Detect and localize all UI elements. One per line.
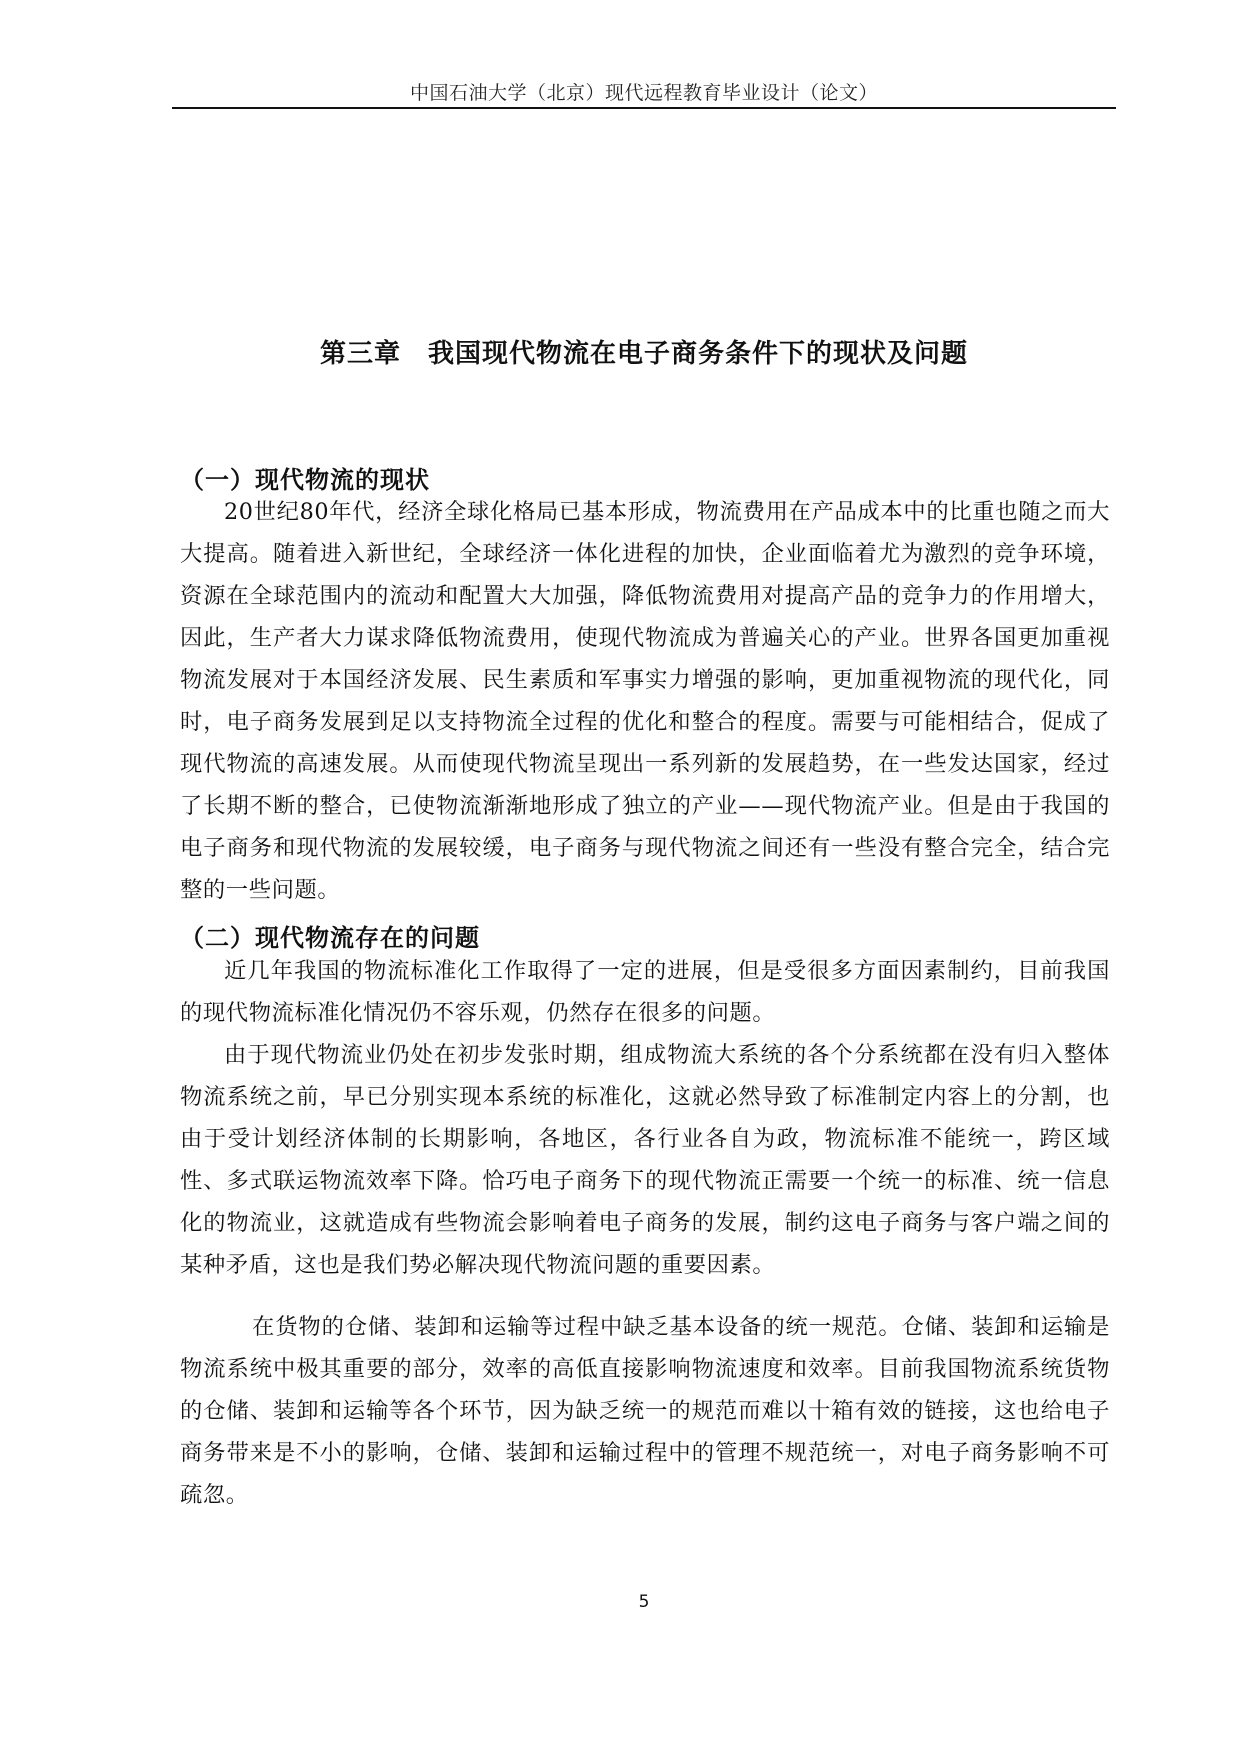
paragraph-problems-standardization: 由于现代物流业仍处在初步发张时期，组成物流大系统的各个分系统都在没有归入整体物流系统之前，早已分别实现本系统的标准化，这就必然导致了标准制定内容上的分割，也由于受计划经济体制的长期影响，各地区，各行业各自为政，物流标准不能统一，跨区域性、多式联运物流效率下降。恰巧电子商务下的现代物流正需要一个统一的标准、统一信息化的物流业，这就造成有些物流会影响着电子商务的发展，制约这电子商务与客户端之间的某种矛盾，这也是我们势必解决现代物流问题的重要因素。: [180, 1042, 1110, 1278]
paragraph-problems-equipment: 在货物的仓储、装卸和运输等过程中缺乏基本设备的统一规范。仓储、装卸和运输是物流系统中极其重要的部分，效率的高低直接影响物流速度和效率。目前我国物流系统货物的仓储、装卸和运输等各个环节，因为缺乏统一的规范而难以十箱有效的链接，这也给电子商务带来是不小的影响，仓储、装卸和运输过程中的管理不规范统一，对电子商务影响不可疏忽。: [180, 1314, 1110, 1508]
chapter-title: 第三章 我国现代物流在电子商务条件下的现状及问题: [319, 339, 968, 369]
paragraph-problems-intro: 近几年我国的物流标准化工作取得了一定的进展，但是受很多方面因素制约，目前我国的现代物流标准化情况仍不容乐观，仍然存在很多的问题。: [180, 958, 1110, 1026]
header-rule: [172, 107, 1116, 109]
section-heading-status: （一）现代物流的现状: [180, 466, 430, 494]
paragraph-status: 20世纪80年代，经济全球化格局已基本形成，物流费用在产品成本中的比重也随之而大大提高。随着进入新世纪，全球经济一体化进程的加快，企业面临着尤为激烈的竞争环境，资源在全球范围内的流动和配置大大加强，降低物流费用对提高产品的竞争力的作用增大，因此，生产者大力谋求降低物流费用，使现代物流成为普遍关心的产业。世界各国更加重视物流发展对于本国经济发展、民生素质和军事实力增强的影响，更加重视物流的现代化，同时，电子商务发展到足以支持物流全过程的优化和整合的程度。需要与可能相结合，促成了现代物流的高速发展。从而使现代物流呈现出一系列新的发展趋势，在一些发达国家，经过了长期不断的整合，已使物流渐渐地形成了独立的产业——现代物流产业。但是由于我国的电子商务和现代物流的发展较缓，电子商务与现代物流之间还有一些没有整合完全，结合完整的一些问题。: [180, 499, 1110, 903]
section-heading-problems: （二）现代物流存在的问题: [180, 924, 480, 952]
page-number: 5: [638, 1592, 650, 1612]
page-header: 中国石油大学（北京）现代远程教育毕业设计（论文）: [409, 82, 878, 104]
